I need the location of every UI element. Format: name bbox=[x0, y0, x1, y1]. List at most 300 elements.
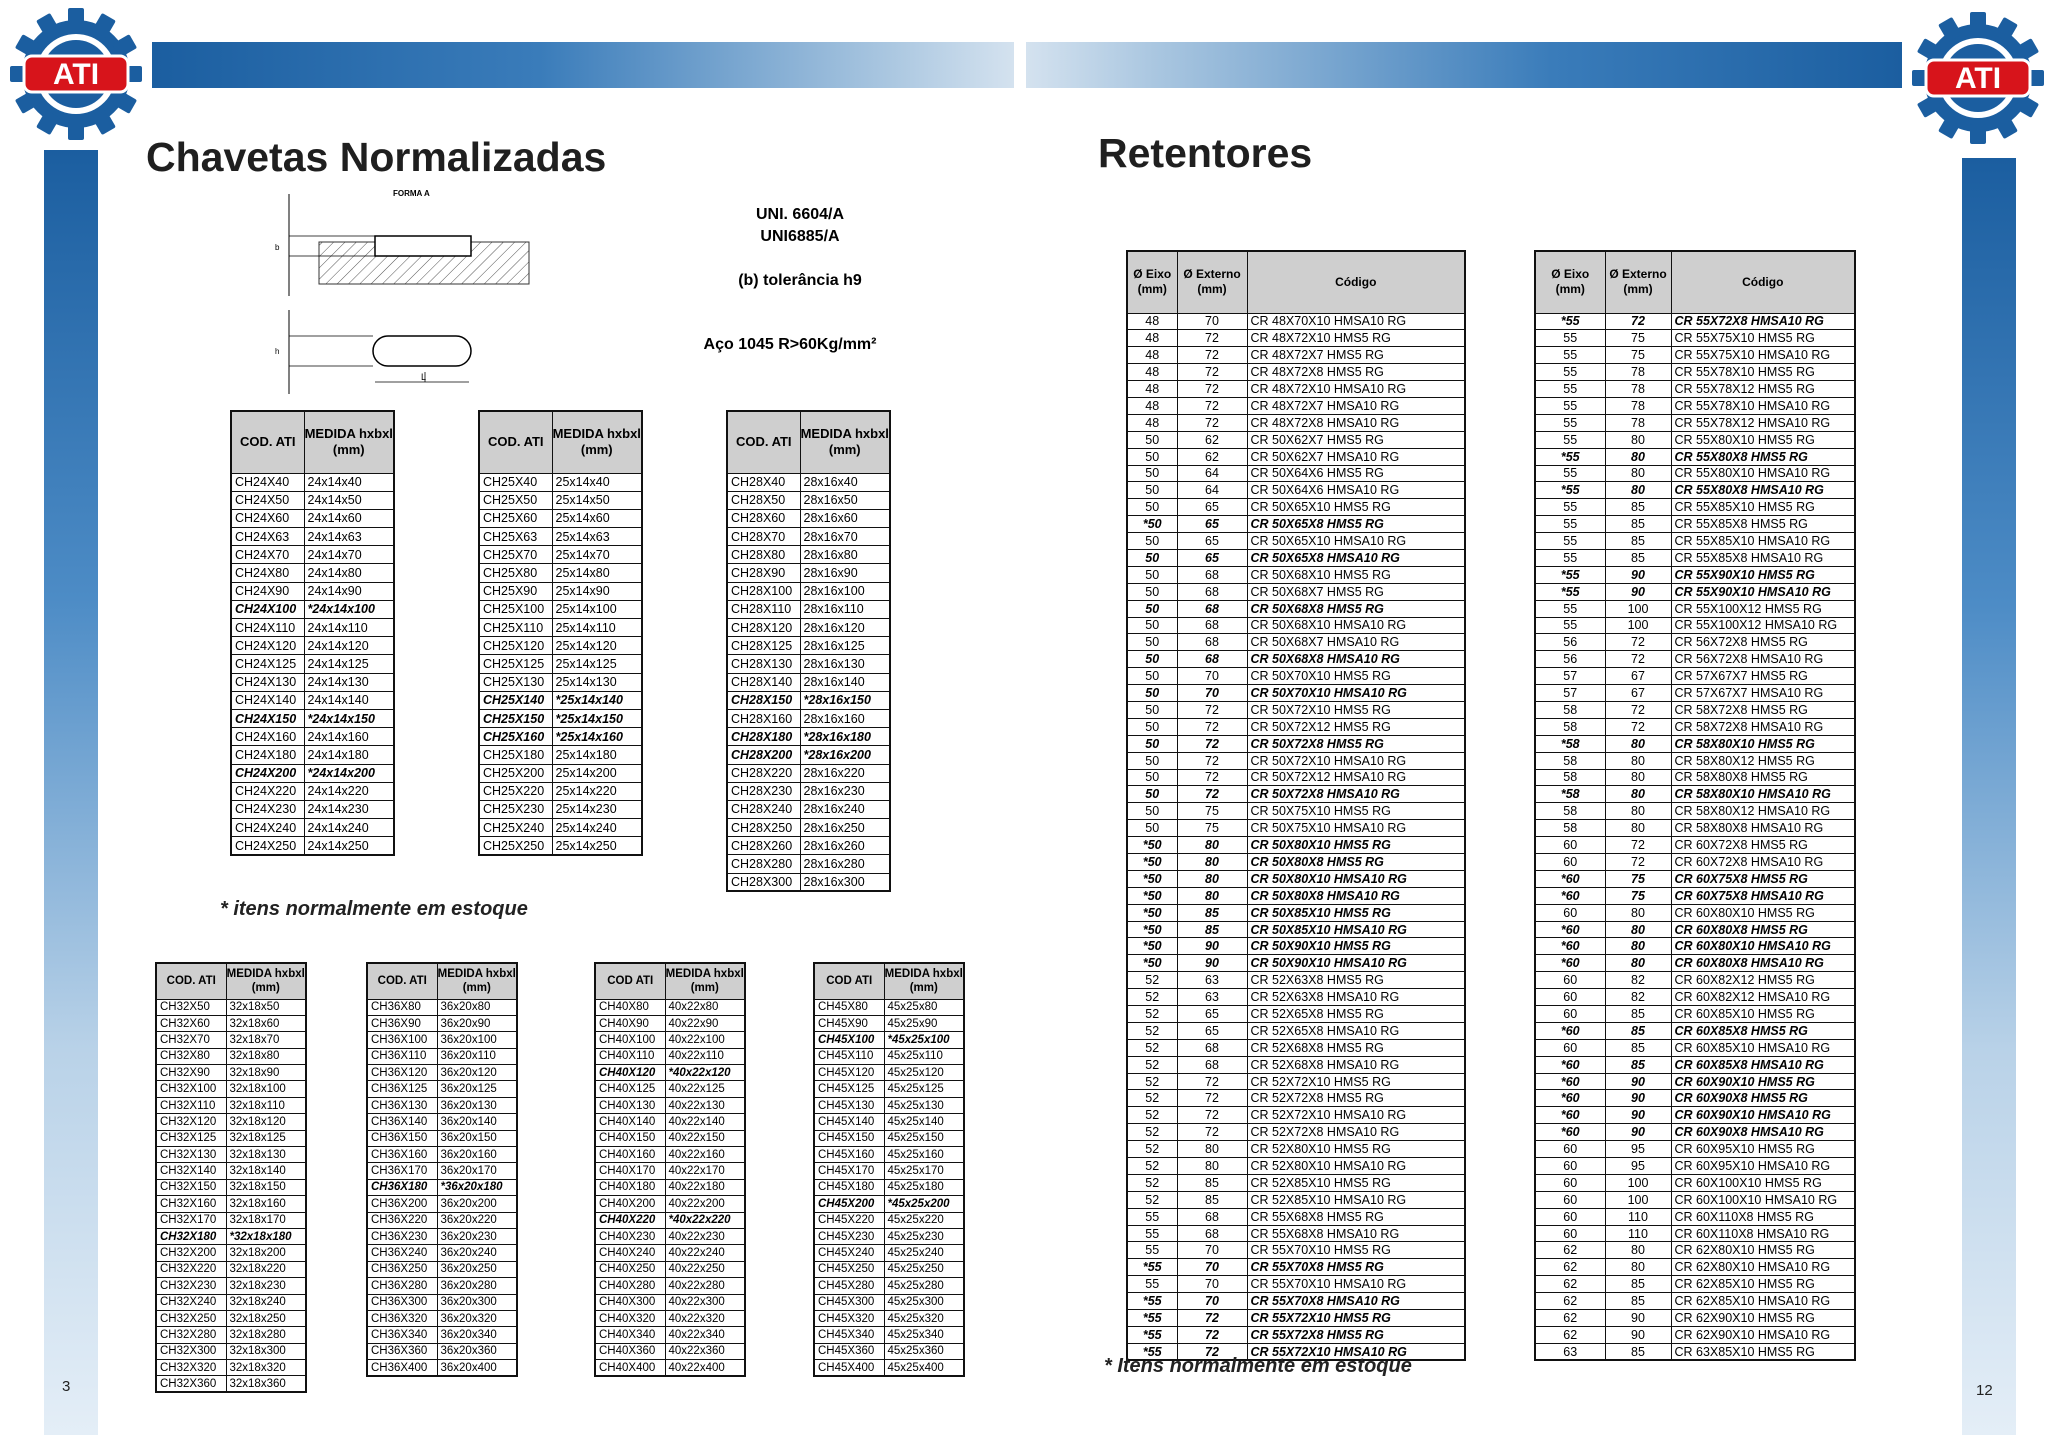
table-row bbox=[1535, 482, 1855, 499]
externo-cell: 80 bbox=[1177, 1141, 1247, 1158]
table-row bbox=[814, 1212, 964, 1228]
externo-cell: 80 bbox=[1605, 735, 1671, 752]
codigo-cell: CR 60X85X8 HMSA10 RG bbox=[1671, 1056, 1855, 1073]
table-row bbox=[814, 1097, 964, 1113]
eixo-cell: 60 bbox=[1535, 1225, 1605, 1242]
measure-cell: 45x25x170 bbox=[884, 1163, 964, 1179]
code-cell: CH40X400 bbox=[595, 1360, 665, 1376]
externo-cell: 72 bbox=[1177, 397, 1247, 414]
code-cell: CH32X160 bbox=[156, 1196, 226, 1212]
externo-cell: 72 bbox=[1177, 364, 1247, 381]
col-header-code: COD. ATI bbox=[156, 963, 226, 999]
page-title-retentores: Retentores bbox=[1098, 130, 1313, 176]
code-cell: CH45X125 bbox=[814, 1081, 884, 1097]
code-cell: CH32X70 bbox=[156, 1032, 226, 1048]
measure-cell: 25x14x250 bbox=[552, 837, 642, 855]
eixo-cell: 58 bbox=[1535, 752, 1605, 769]
code-cell: CH28X60 bbox=[727, 509, 800, 527]
measure-cell: 28x16x260 bbox=[800, 837, 890, 855]
externo-cell: 100 bbox=[1605, 1174, 1671, 1191]
externo-cell: 80 bbox=[1605, 431, 1671, 448]
table-row bbox=[367, 1343, 517, 1359]
measure-cell: 45x25x130 bbox=[884, 1097, 964, 1113]
table-row bbox=[1127, 1141, 1465, 1158]
externo-cell: 90 bbox=[1605, 1124, 1671, 1141]
table-row bbox=[156, 1294, 306, 1310]
spec-uni-6604: UNI. 6604/A bbox=[755, 206, 845, 223]
externo-cell: 68 bbox=[1177, 1039, 1247, 1056]
table-row bbox=[814, 1310, 964, 1326]
externo-cell: 85 bbox=[1605, 549, 1671, 566]
table-row bbox=[367, 1015, 517, 1031]
code-cell: CH40X150 bbox=[595, 1130, 665, 1146]
externo-cell: 75 bbox=[1177, 803, 1247, 820]
measure-cell: 32x18x240 bbox=[226, 1294, 306, 1310]
measure-cell: 45x25x360 bbox=[884, 1343, 964, 1359]
table-row bbox=[1127, 1090, 1465, 1107]
code-cell: CH45X280 bbox=[814, 1278, 884, 1294]
code-cell: CH25X90 bbox=[479, 582, 552, 600]
eixo-cell: 60 bbox=[1535, 972, 1605, 989]
eixo-cell: 50 bbox=[1127, 701, 1177, 718]
table-row bbox=[1535, 313, 1855, 330]
table-row bbox=[727, 764, 890, 782]
measure-cell: 28x16x130 bbox=[800, 655, 890, 673]
measure-cell: 32x18x360 bbox=[226, 1376, 306, 1392]
codigo-cell: CR 50X62X7 HMS5 RG bbox=[1247, 431, 1465, 448]
codigo-cell: CR 55X75X10 HMSA10 RG bbox=[1671, 347, 1855, 364]
codigo-cell: CR 50X62X7 HMSA10 RG bbox=[1247, 448, 1465, 465]
measure-cell: 28x16x100 bbox=[800, 582, 890, 600]
table-row bbox=[814, 1228, 964, 1244]
eixo-cell: 58 bbox=[1535, 820, 1605, 837]
codigo-cell: CR 60X110X8 HMSA10 RG bbox=[1671, 1225, 1855, 1242]
table-row bbox=[156, 1376, 306, 1392]
code-cell: CH25X230 bbox=[479, 800, 552, 818]
table-row bbox=[595, 1228, 745, 1244]
code-cell: CH45X100 bbox=[814, 1032, 884, 1048]
externo-cell: 78 bbox=[1605, 381, 1671, 398]
eixo-cell: 52 bbox=[1127, 1158, 1177, 1175]
codigo-cell: CR 55X80X8 HMS5 RG bbox=[1671, 448, 1855, 465]
measure-cell: 32x18x250 bbox=[226, 1310, 306, 1326]
table-row bbox=[727, 546, 890, 564]
measure-cell: 25x14x220 bbox=[552, 782, 642, 800]
codigo-cell: CR 50X70X10 HMS5 RG bbox=[1247, 668, 1465, 685]
measure-cell: 24x14x120 bbox=[304, 637, 394, 655]
measure-cell: 36x20x320 bbox=[437, 1310, 517, 1326]
externo-cell: 70 bbox=[1177, 1259, 1247, 1276]
table-row bbox=[367, 1130, 517, 1146]
externo-cell: 62 bbox=[1177, 431, 1247, 448]
table-row bbox=[595, 1130, 745, 1146]
table-row bbox=[156, 1261, 306, 1277]
externo-cell: 80 bbox=[1605, 938, 1671, 955]
table-row bbox=[814, 1343, 964, 1359]
table-row bbox=[1127, 465, 1465, 482]
code-cell: CH45X80 bbox=[814, 999, 884, 1015]
eixo-cell: 60 bbox=[1535, 854, 1605, 871]
externo-cell: 65 bbox=[1177, 549, 1247, 566]
externo-cell: 85 bbox=[1605, 1039, 1671, 1056]
externo-cell: 80 bbox=[1605, 803, 1671, 820]
codigo-cell: CR 52X65X8 HMSA10 RG bbox=[1247, 1022, 1465, 1039]
table-row bbox=[814, 1065, 964, 1081]
eixo-cell: 55 bbox=[1535, 397, 1605, 414]
measure-cell: 45x25x160 bbox=[884, 1147, 964, 1163]
table-row bbox=[727, 855, 890, 873]
measure-cell: 40x22x170 bbox=[665, 1163, 745, 1179]
code-cell: CH45X240 bbox=[814, 1245, 884, 1261]
eixo-cell: 52 bbox=[1127, 1107, 1177, 1124]
code-cell: CH25X200 bbox=[479, 764, 552, 782]
code-cell: CH36X340 bbox=[367, 1327, 437, 1343]
code-cell: CH36X230 bbox=[367, 1228, 437, 1244]
codigo-cell: CR 60X85X10 HMSA10 RG bbox=[1671, 1039, 1855, 1056]
eixo-cell: 58 bbox=[1535, 769, 1605, 786]
table-row bbox=[727, 800, 890, 818]
codigo-cell: CR 55X78X12 HMS5 RG bbox=[1671, 381, 1855, 398]
code-cell: CH36X120 bbox=[367, 1065, 437, 1081]
table-row bbox=[367, 1147, 517, 1163]
externo-cell: 75 bbox=[1177, 820, 1247, 837]
table-row bbox=[1535, 397, 1855, 414]
col-header-externo: Ø Externo (mm) bbox=[1177, 251, 1247, 313]
table-row bbox=[1535, 516, 1855, 533]
codigo-cell: CR 55X70X10 HMSA10 RG bbox=[1247, 1276, 1465, 1293]
measure-cell: 32x18x230 bbox=[226, 1278, 306, 1294]
measure-cell: 24x14x50 bbox=[304, 491, 394, 509]
side-bar-left bbox=[44, 150, 98, 1435]
externo-cell: 80 bbox=[1177, 870, 1247, 887]
table-row bbox=[367, 1097, 517, 1113]
eixo-cell: 60 bbox=[1535, 1174, 1605, 1191]
codigo-cell: CR 62X90X10 HMSA10 RG bbox=[1671, 1326, 1855, 1343]
code-cell: CH36X125 bbox=[367, 1081, 437, 1097]
measure-cell: *24x14x150 bbox=[304, 709, 394, 727]
measure-cell: 28x16x125 bbox=[800, 637, 890, 655]
table-row bbox=[1535, 1158, 1855, 1175]
table-row bbox=[367, 1179, 517, 1195]
externo-cell: 75 bbox=[1605, 347, 1671, 364]
measure-cell: 45x25x125 bbox=[884, 1081, 964, 1097]
eixo-cell: 56 bbox=[1535, 634, 1605, 651]
measure-cell: 24x14x60 bbox=[304, 509, 394, 527]
spec-material: Aço 1045 R>60Kg/mm² bbox=[703, 336, 877, 353]
eixo-cell: 50 bbox=[1127, 566, 1177, 583]
externo-cell: 82 bbox=[1605, 972, 1671, 989]
table-row bbox=[727, 709, 890, 727]
codigo-cell: CR 52X72X8 HMSA10 RG bbox=[1247, 1124, 1465, 1141]
measure-cell: 36x20x160 bbox=[437, 1147, 517, 1163]
code-cell: CH25X120 bbox=[479, 637, 552, 655]
code-cell: CH24X150 bbox=[231, 709, 304, 727]
eixo-cell: *60 bbox=[1535, 938, 1605, 955]
codigo-cell: CR 60X100X10 HMSA10 RG bbox=[1671, 1191, 1855, 1208]
eixo-cell: 50 bbox=[1127, 482, 1177, 499]
externo-cell: 80 bbox=[1605, 482, 1671, 499]
measure-cell: 40x22x320 bbox=[665, 1310, 745, 1326]
eixo-cell: *50 bbox=[1127, 921, 1177, 938]
table-row bbox=[1535, 1276, 1855, 1293]
table-row bbox=[727, 837, 890, 855]
externo-cell: 70 bbox=[1177, 685, 1247, 702]
table-row bbox=[1535, 1073, 1855, 1090]
measure-cell: 25x14x40 bbox=[552, 473, 642, 491]
measure-cell: 36x20x110 bbox=[437, 1048, 517, 1064]
table-row bbox=[1535, 1039, 1855, 1056]
codigo-cell: CR 60X95X10 HMS5 RG bbox=[1671, 1141, 1855, 1158]
table-row bbox=[367, 1163, 517, 1179]
codigo-cell: CR 52X72X10 HMSA10 RG bbox=[1247, 1107, 1465, 1124]
codigo-cell: CR 60X110X8 HMS5 RG bbox=[1671, 1208, 1855, 1225]
externo-cell: 70 bbox=[1177, 1276, 1247, 1293]
code-cell: CH36X80 bbox=[367, 999, 437, 1015]
codigo-cell: CR 55X85X8 HMSA10 RG bbox=[1671, 549, 1855, 566]
code-cell: CH36X90 bbox=[367, 1015, 437, 1031]
externo-cell: 68 bbox=[1177, 651, 1247, 668]
codigo-cell: CR 56X72X8 HMSA10 RG bbox=[1671, 651, 1855, 668]
eixo-cell: *50 bbox=[1127, 837, 1177, 854]
externo-cell: 72 bbox=[1605, 701, 1671, 718]
eixo-cell: 55 bbox=[1535, 364, 1605, 381]
measure-cell: 40x22x130 bbox=[665, 1097, 745, 1113]
table-row bbox=[1535, 381, 1855, 398]
eixo-cell: 60 bbox=[1535, 1039, 1605, 1056]
table-row bbox=[1127, 904, 1465, 921]
table-row bbox=[1127, 1022, 1465, 1039]
code-cell: CH32X240 bbox=[156, 1294, 226, 1310]
measure-cell: 25x14x60 bbox=[552, 509, 642, 527]
measure-cell: 36x20x120 bbox=[437, 1065, 517, 1081]
codigo-cell: CR 60X95X10 HMSA10 RG bbox=[1671, 1158, 1855, 1175]
eixo-cell: 55 bbox=[1535, 600, 1605, 617]
table-row bbox=[231, 691, 394, 709]
eixo-cell: 62 bbox=[1535, 1293, 1605, 1310]
table-row bbox=[231, 764, 394, 782]
col-header-code: COD ATI bbox=[814, 963, 884, 999]
measure-cell: 40x22x110 bbox=[665, 1048, 745, 1064]
externo-cell: 72 bbox=[1177, 414, 1247, 431]
code-cell: CH24X130 bbox=[231, 673, 304, 691]
codigo-cell: CR 62X85X10 HMSA10 RG bbox=[1671, 1293, 1855, 1310]
table-row bbox=[1535, 701, 1855, 718]
table-row bbox=[727, 746, 890, 764]
codigo-cell: CR 60X80X8 HMS5 RG bbox=[1671, 921, 1855, 938]
codigo-cell: CR 55X70X8 HMS5 RG bbox=[1247, 1259, 1465, 1276]
code-cell: CH24X230 bbox=[231, 800, 304, 818]
table-row bbox=[156, 1147, 306, 1163]
codigo-cell: CR 50X68X8 HMSA10 RG bbox=[1247, 651, 1465, 668]
codigo-cell: CR 50X85X10 HMSA10 RG bbox=[1247, 921, 1465, 938]
eixo-cell: *50 bbox=[1127, 904, 1177, 921]
eixo-cell: 50 bbox=[1127, 465, 1177, 482]
eixo-cell: 52 bbox=[1127, 1124, 1177, 1141]
table-row bbox=[1535, 1343, 1855, 1360]
measure-cell: 25x14x70 bbox=[552, 546, 642, 564]
measure-cell: 45x25x320 bbox=[884, 1310, 964, 1326]
codigo-cell: CR 50X72X8 HMSA10 RG bbox=[1247, 786, 1465, 803]
eixo-cell: 52 bbox=[1127, 1056, 1177, 1073]
page-title-chavetas: Chavetas Normalizadas bbox=[146, 134, 607, 180]
code-cell: CH28X70 bbox=[727, 528, 800, 546]
table-row bbox=[479, 800, 642, 818]
codigo-cell: CR 50X64X6 HMS5 RG bbox=[1247, 465, 1465, 482]
eixo-cell: 60 bbox=[1535, 904, 1605, 921]
col-header-codigo: Código bbox=[1247, 251, 1465, 313]
codigo-cell: CR 50X72X12 HMS5 RG bbox=[1247, 718, 1465, 735]
externo-cell: 72 bbox=[1177, 1124, 1247, 1141]
measure-cell: 36x20x240 bbox=[437, 1245, 517, 1261]
code-cell: CH24X200 bbox=[231, 764, 304, 782]
eixo-cell: 55 bbox=[1535, 516, 1605, 533]
code-cell: CH25X70 bbox=[479, 546, 552, 564]
codigo-cell: CR 55X78X10 HMS5 RG bbox=[1671, 364, 1855, 381]
code-cell: CH32X180 bbox=[156, 1228, 226, 1244]
codigo-cell: CR 58X72X8 HMS5 RG bbox=[1671, 701, 1855, 718]
table-row bbox=[479, 837, 642, 855]
measure-cell: 24x14x250 bbox=[304, 837, 394, 855]
measure-cell: 32x18x130 bbox=[226, 1147, 306, 1163]
codigo-cell: CR 55X75X10 HMS5 RG bbox=[1671, 330, 1855, 347]
table-row bbox=[727, 600, 890, 618]
code-cell: CH28X180 bbox=[727, 728, 800, 746]
table-row bbox=[1127, 1158, 1465, 1175]
eixo-cell: *55 bbox=[1535, 482, 1605, 499]
codigo-cell: CR 60X85X10 HMS5 RG bbox=[1671, 1006, 1855, 1023]
table-row bbox=[595, 1327, 745, 1343]
externo-cell: 95 bbox=[1605, 1141, 1671, 1158]
externo-cell: 72 bbox=[1605, 634, 1671, 651]
measure-cell: *45x25x100 bbox=[884, 1032, 964, 1048]
col-header-measure: MEDIDA hxbxl (mm) bbox=[552, 411, 642, 473]
eixo-cell: 48 bbox=[1127, 414, 1177, 431]
table-row bbox=[1535, 1056, 1855, 1073]
externo-cell: 90 bbox=[1605, 1107, 1671, 1124]
stock-note-chavetas: * itens normalmente em estoque bbox=[220, 898, 528, 920]
col-header-code: COD. ATI bbox=[479, 411, 552, 473]
code-cell: CH28X250 bbox=[727, 819, 800, 837]
code-cell: CH32X150 bbox=[156, 1179, 226, 1195]
key-table-ch28 bbox=[726, 410, 891, 892]
eixo-cell: 48 bbox=[1127, 313, 1177, 330]
measure-cell: 28x16x110 bbox=[800, 600, 890, 618]
code-cell: CH24X140 bbox=[231, 691, 304, 709]
codigo-cell: CR 48X70X10 HMSA10 RG bbox=[1247, 313, 1465, 330]
externo-cell: 78 bbox=[1605, 414, 1671, 431]
col-header-measure: MEDIDA hxbxl (mm) bbox=[665, 963, 745, 999]
col-header-codigo: Código bbox=[1671, 251, 1855, 313]
measure-cell: 28x16x50 bbox=[800, 491, 890, 509]
code-cell: CH24X100 bbox=[231, 600, 304, 618]
table-row bbox=[1535, 769, 1855, 786]
measure-cell: 32x18x80 bbox=[226, 1048, 306, 1064]
table-row bbox=[479, 546, 642, 564]
externo-cell: 90 bbox=[1605, 1090, 1671, 1107]
codigo-cell: CR 52X63X8 HMS5 RG bbox=[1247, 972, 1465, 989]
codigo-cell: CR 63X85X10 HMS5 RG bbox=[1671, 1343, 1855, 1360]
table-row bbox=[479, 764, 642, 782]
col-header-externo: Ø Externo (mm) bbox=[1605, 251, 1671, 313]
table-row bbox=[595, 1343, 745, 1359]
measure-cell: 36x20x140 bbox=[437, 1114, 517, 1130]
measure-cell: 40x22x80 bbox=[665, 999, 745, 1015]
table-row bbox=[1535, 786, 1855, 803]
code-cell: CH40X280 bbox=[595, 1278, 665, 1294]
table-row bbox=[479, 491, 642, 509]
code-cell: CH45X340 bbox=[814, 1327, 884, 1343]
codigo-cell: CR 55X85X8 HMS5 RG bbox=[1671, 516, 1855, 533]
externo-cell: 80 bbox=[1605, 955, 1671, 972]
eixo-cell: 52 bbox=[1127, 1022, 1177, 1039]
code-cell: CH36X200 bbox=[367, 1196, 437, 1212]
externo-cell: 68 bbox=[1177, 1225, 1247, 1242]
code-cell: CH40X100 bbox=[595, 1032, 665, 1048]
eixo-cell: *50 bbox=[1127, 887, 1177, 904]
code-cell: CH28X260 bbox=[727, 837, 800, 855]
table-row bbox=[231, 728, 394, 746]
measure-cell: 32x18x150 bbox=[226, 1179, 306, 1195]
codigo-cell: CR 52X63X8 HMSA10 RG bbox=[1247, 989, 1465, 1006]
measure-cell: 28x16x240 bbox=[800, 800, 890, 818]
codigo-cell: CR 55X72X8 HMS5 RG bbox=[1247, 1326, 1465, 1343]
eixo-cell: *55 bbox=[1535, 448, 1605, 465]
measure-cell: 45x25x90 bbox=[884, 1015, 964, 1031]
externo-cell: 80 bbox=[1605, 1242, 1671, 1259]
table-row bbox=[1535, 1124, 1855, 1141]
codigo-cell: CR 50X72X8 HMS5 RG bbox=[1247, 735, 1465, 752]
code-cell: CH28X80 bbox=[727, 546, 800, 564]
measure-cell: *28x16x180 bbox=[800, 728, 890, 746]
table-row bbox=[479, 728, 642, 746]
table-row bbox=[727, 491, 890, 509]
eixo-cell: 52 bbox=[1127, 1141, 1177, 1158]
measure-cell: 25x14x240 bbox=[552, 819, 642, 837]
externo-cell: 100 bbox=[1605, 1191, 1671, 1208]
externo-cell: 72 bbox=[1177, 347, 1247, 364]
measure-cell: 28x16x230 bbox=[800, 782, 890, 800]
code-cell: CH32X280 bbox=[156, 1327, 226, 1343]
codigo-cell: CR 60X90X8 HMSA10 RG bbox=[1671, 1124, 1855, 1141]
eixo-cell: 52 bbox=[1127, 1039, 1177, 1056]
table-row bbox=[1127, 685, 1465, 702]
eixo-cell: *55 bbox=[1535, 583, 1605, 600]
table-row bbox=[367, 1261, 517, 1277]
drawing-label: FORMA A bbox=[393, 189, 430, 198]
code-cell: CH28X50 bbox=[727, 491, 800, 509]
table-row bbox=[1127, 1326, 1465, 1343]
table-row bbox=[1535, 364, 1855, 381]
table-row bbox=[1535, 972, 1855, 989]
table-row bbox=[1535, 1107, 1855, 1124]
table-row bbox=[1535, 1191, 1855, 1208]
table-row bbox=[595, 1212, 745, 1228]
measure-cell: 24x14x125 bbox=[304, 655, 394, 673]
eixo-cell: 62 bbox=[1535, 1276, 1605, 1293]
table-row bbox=[1127, 820, 1465, 837]
dim-b-label: b bbox=[275, 243, 280, 252]
table-row bbox=[1535, 617, 1855, 634]
table-row bbox=[156, 1278, 306, 1294]
code-cell: CH40X230 bbox=[595, 1228, 665, 1244]
measure-cell: 45x25x400 bbox=[884, 1360, 964, 1376]
code-cell: CH45X110 bbox=[814, 1048, 884, 1064]
key-table-ch40 bbox=[594, 962, 746, 1377]
measure-cell: 45x25x240 bbox=[884, 1245, 964, 1261]
table-row bbox=[479, 473, 642, 491]
codigo-cell: CR 50X68X10 HMSA10 RG bbox=[1247, 617, 1465, 634]
code-cell: CH36X320 bbox=[367, 1310, 437, 1326]
